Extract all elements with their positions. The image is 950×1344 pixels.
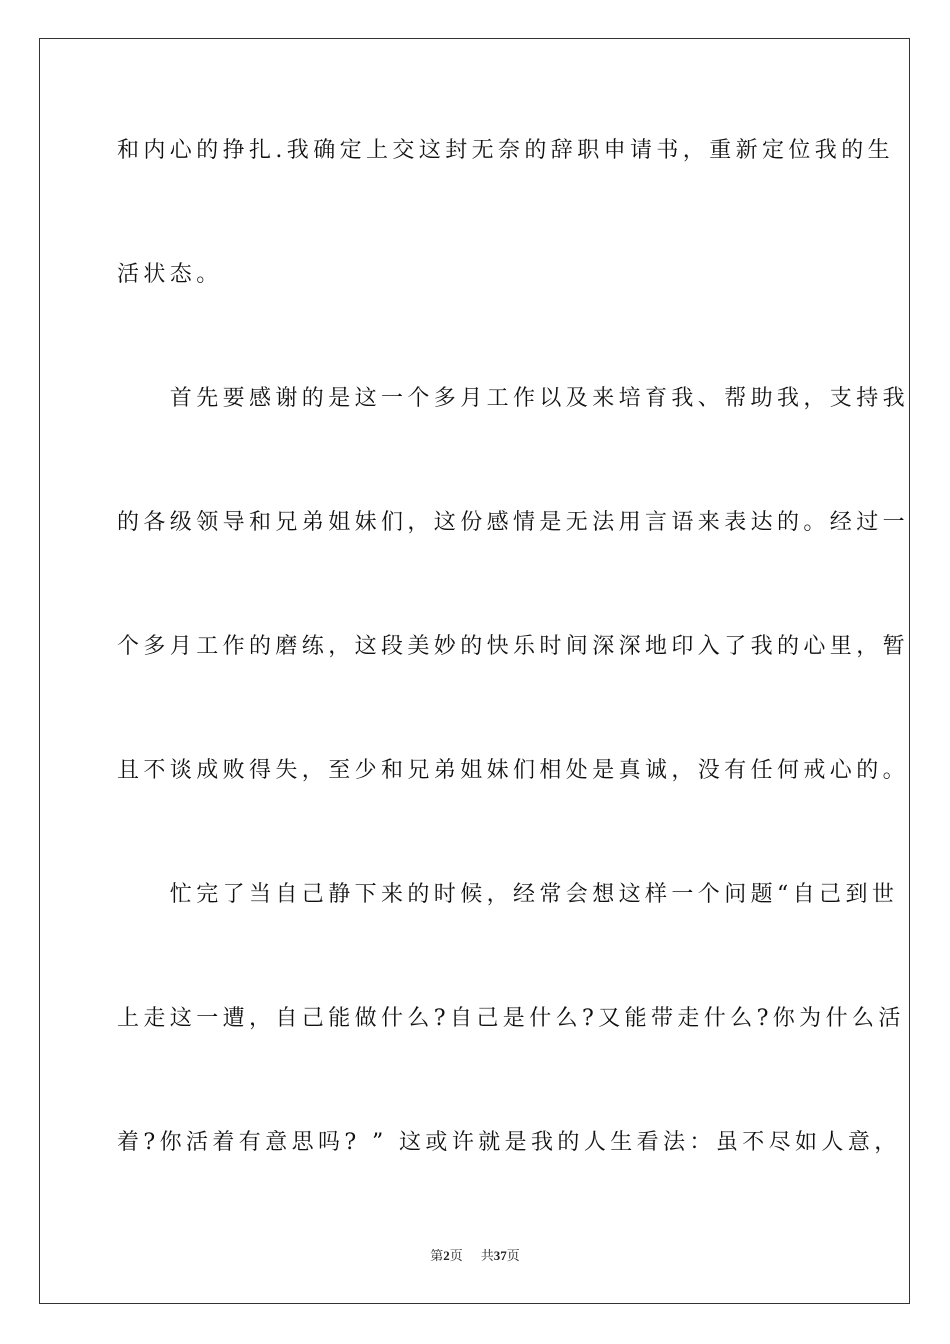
body-text-line-4: 的各级领导和兄弟姐妹们，这份感情是无法用言语来表达的。经过一 — [117, 510, 910, 535]
body-text-line-9: 着?你活着有意思吗? ” 这或许就是我的人生看法：虽不尽如人意， — [117, 1130, 901, 1155]
page-number: 2 — [443, 1248, 450, 1263]
body-text-line-6: 且不谈成败得失，至少和兄弟姐妹们相处是真诚，没有任何戒心的。 — [117, 758, 910, 783]
body-text-line-1: 和内心的挣扎.我确定上交这封无奈的辞职申请书，重新定位我的生 — [117, 138, 894, 163]
page-footer — [0, 1247, 950, 1266]
body-text-line-5: 个多月工作的磨练，这段美妙的快乐时间深深地印入了我的心里，暂 — [117, 634, 910, 659]
body-text-line-3: 首先要感谢的是这一个多月工作以及来培育我、帮助我，支持我 — [117, 386, 910, 411]
body-text-line-7: 忙完了当自己静下来的时候，经常会想这样一个问题“自己到世 — [117, 882, 899, 907]
body-text-line-2: 活状态。 — [117, 262, 223, 287]
page-prefix: 第 — [430, 1249, 444, 1264]
page-suffix: 页 — [449, 1249, 463, 1264]
page-border — [39, 38, 910, 1304]
total-pages: 37 — [493, 1248, 507, 1263]
total-prefix: 共 — [480, 1249, 494, 1264]
total-suffix: 页 — [506, 1249, 520, 1264]
body-text-line-8: 上走这一遭，自己能做什么?自己是什么?又能带走什么?你为什么活 — [117, 1006, 905, 1031]
